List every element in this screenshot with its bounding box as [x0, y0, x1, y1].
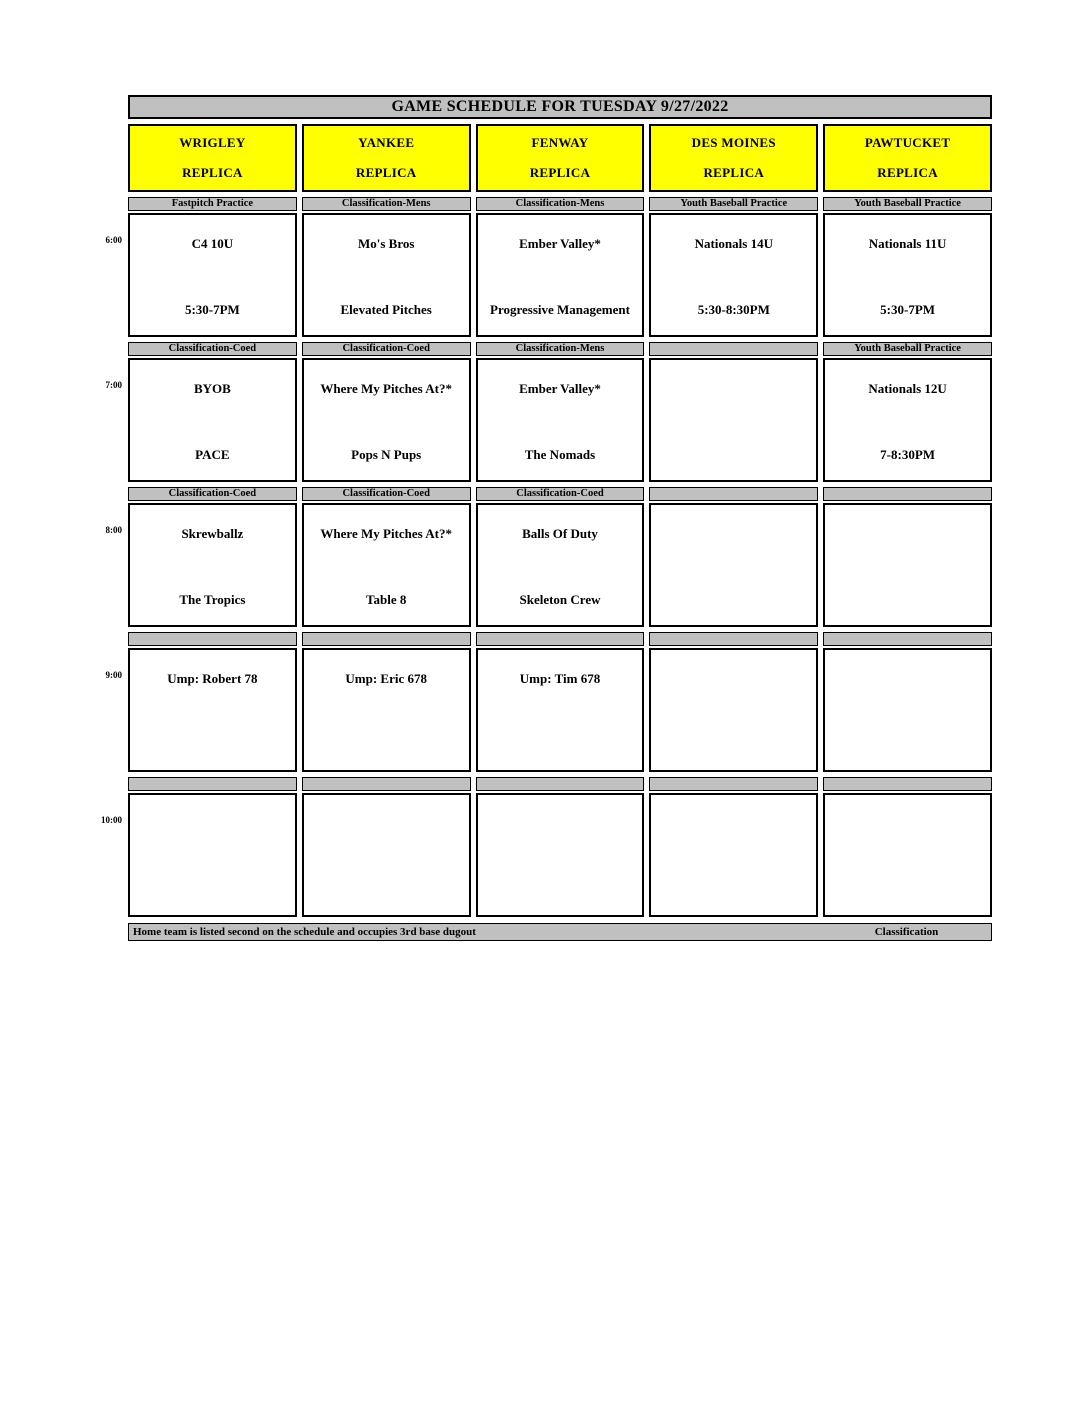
time-row-6 [105, 197, 992, 337]
classification-bar [823, 632, 992, 646]
schedule-cell [476, 503, 645, 627]
classification-bar: Classification-Coed [302, 487, 471, 501]
classification-bar: Youth Baseball Practice [823, 197, 992, 211]
matchup-home: 5:30-8:30PM [697, 302, 770, 317]
matchup-home: Skeleton Crew [519, 592, 601, 607]
schedule-cell [128, 213, 297, 337]
umpire-name: Ump: Tim 678 [519, 671, 601, 686]
schedule-cell [128, 793, 297, 917]
schedule-cell [649, 358, 818, 482]
matchup-home: The Tropics [179, 592, 246, 607]
time-label: 7:00 [105, 380, 122, 390]
matchup-away: Nationals 12U [868, 381, 947, 396]
schedule-title: GAME SCHEDULE FOR TUESDAY 9/27/2022 [128, 95, 992, 119]
matchup-away: Where My Pitches At?* [320, 526, 452, 541]
matchup-home: 7-8:30PM [880, 447, 936, 462]
field-type: REPLICA [529, 165, 591, 180]
umpire-name: Ump: Robert 78 [167, 671, 258, 686]
matchup-home: Table 8 [366, 592, 407, 607]
field-type: REPLICA [182, 165, 243, 180]
schedule-cell [302, 213, 471, 337]
field-name: DES MOINES [691, 135, 776, 150]
matchup-away: BYOB [193, 381, 231, 396]
classification-bar: Fastpitch Practice [128, 197, 297, 211]
classification-bar [302, 632, 471, 646]
schedule-cell [649, 793, 818, 917]
classification-bar: Classification-Mens [476, 197, 645, 211]
schedule-cell [302, 503, 471, 627]
schedule-cell [302, 358, 471, 482]
classification-bar [128, 632, 297, 646]
schedule-cell [649, 213, 818, 337]
matchup-away: Mo's Bros [357, 236, 415, 251]
matchup-home: 5:30-7PM [880, 302, 936, 317]
schedule-cell [823, 503, 992, 627]
field-name: WRIGLEY [179, 135, 246, 150]
footer-bar [128, 923, 992, 941]
schedule-cell [476, 213, 645, 337]
time-row-9 [105, 632, 992, 772]
time-label: 10:00 [101, 815, 122, 825]
classification-bar [649, 777, 818, 791]
classification-bar [823, 487, 992, 501]
matchup-away: Ember Valley* [519, 236, 601, 251]
classification-bar [823, 777, 992, 791]
schedule-cell [823, 358, 992, 482]
matchup-home: 5:30-7PM [184, 302, 240, 317]
matchup-home: Elevated Pitches [340, 302, 432, 317]
time-label: 8:00 [105, 525, 122, 535]
field-name: FENWAY [531, 135, 589, 150]
matchup-away: Nationals 11U [868, 236, 947, 251]
umpire-name: Ump: Eric 678 [345, 671, 427, 686]
classification-bar: Youth Baseball Practice [649, 197, 818, 211]
field-name: YANKEE [358, 135, 415, 150]
matchup-away: C4 10U [191, 236, 234, 251]
classification-bar: Classification-Mens [302, 197, 471, 211]
classification-bar [302, 777, 471, 791]
classification-bar [649, 342, 818, 356]
classification-bar: Classification-Coed [128, 342, 297, 356]
game-schedule-sheet [101, 95, 992, 941]
field-type: REPLICA [703, 165, 765, 180]
time-label: 9:00 [105, 670, 122, 680]
umpire-cell [302, 648, 471, 772]
umpire-cell [476, 648, 645, 772]
classification-bar [649, 487, 818, 501]
matchup-home: The Nomads [524, 447, 596, 462]
home-team-note: Home team is listed second on the schedule and occupies 3rd base dugout [133, 926, 476, 938]
matchup-away: Ember Valley* [519, 381, 601, 396]
field-header-row [128, 124, 992, 192]
classification-bar [649, 632, 818, 646]
schedule-cell [649, 503, 818, 627]
umpire-cell [823, 648, 992, 772]
matchup-away: Balls Of Duty [522, 526, 598, 541]
schedule-cell [128, 358, 297, 482]
classification-bar [128, 777, 297, 791]
classification-bar [476, 632, 645, 646]
time-row-10 [101, 777, 992, 917]
classification-footer-label: Classification [874, 926, 939, 938]
classification-bar: Classification-Coed [476, 487, 645, 501]
field-header-wrigley [128, 124, 297, 192]
schedule-cell [476, 793, 645, 917]
matchup-home: Progressive Management [490, 302, 630, 317]
field-name: PAWTUCKET [864, 135, 951, 150]
matchup-home: Pops N Pups [351, 447, 422, 462]
field-type: REPLICA [877, 165, 938, 180]
umpire-cell [649, 648, 818, 772]
classification-bar: Classification-Coed [302, 342, 471, 356]
time-row-8 [105, 487, 992, 627]
matchup-home: PACE [195, 447, 230, 462]
classification-bar [476, 777, 645, 791]
matchup-away: Nationals 14U [694, 236, 773, 251]
field-header-des-moines [649, 124, 818, 192]
schedule-cell [302, 793, 471, 917]
time-label: 6:00 [105, 235, 122, 245]
classification-bar: Youth Baseball Practice [823, 342, 992, 356]
umpire-cell [128, 648, 297, 772]
field-header-pawtucket [823, 124, 992, 192]
classification-bar: Classification-Mens [476, 342, 645, 356]
matchup-away: Where My Pitches At?* [320, 381, 452, 396]
field-type: REPLICA [355, 165, 417, 180]
schedule-cell [476, 358, 645, 482]
time-row-7 [105, 342, 992, 482]
schedule-cell [128, 503, 297, 627]
field-header-yankee [302, 124, 471, 192]
classification-bar: Classification-Coed [128, 487, 297, 501]
field-header-fenway [476, 124, 645, 192]
schedule-cell [823, 793, 992, 917]
schedule-cell [823, 213, 992, 337]
matchup-away: Skrewballz [181, 526, 244, 541]
